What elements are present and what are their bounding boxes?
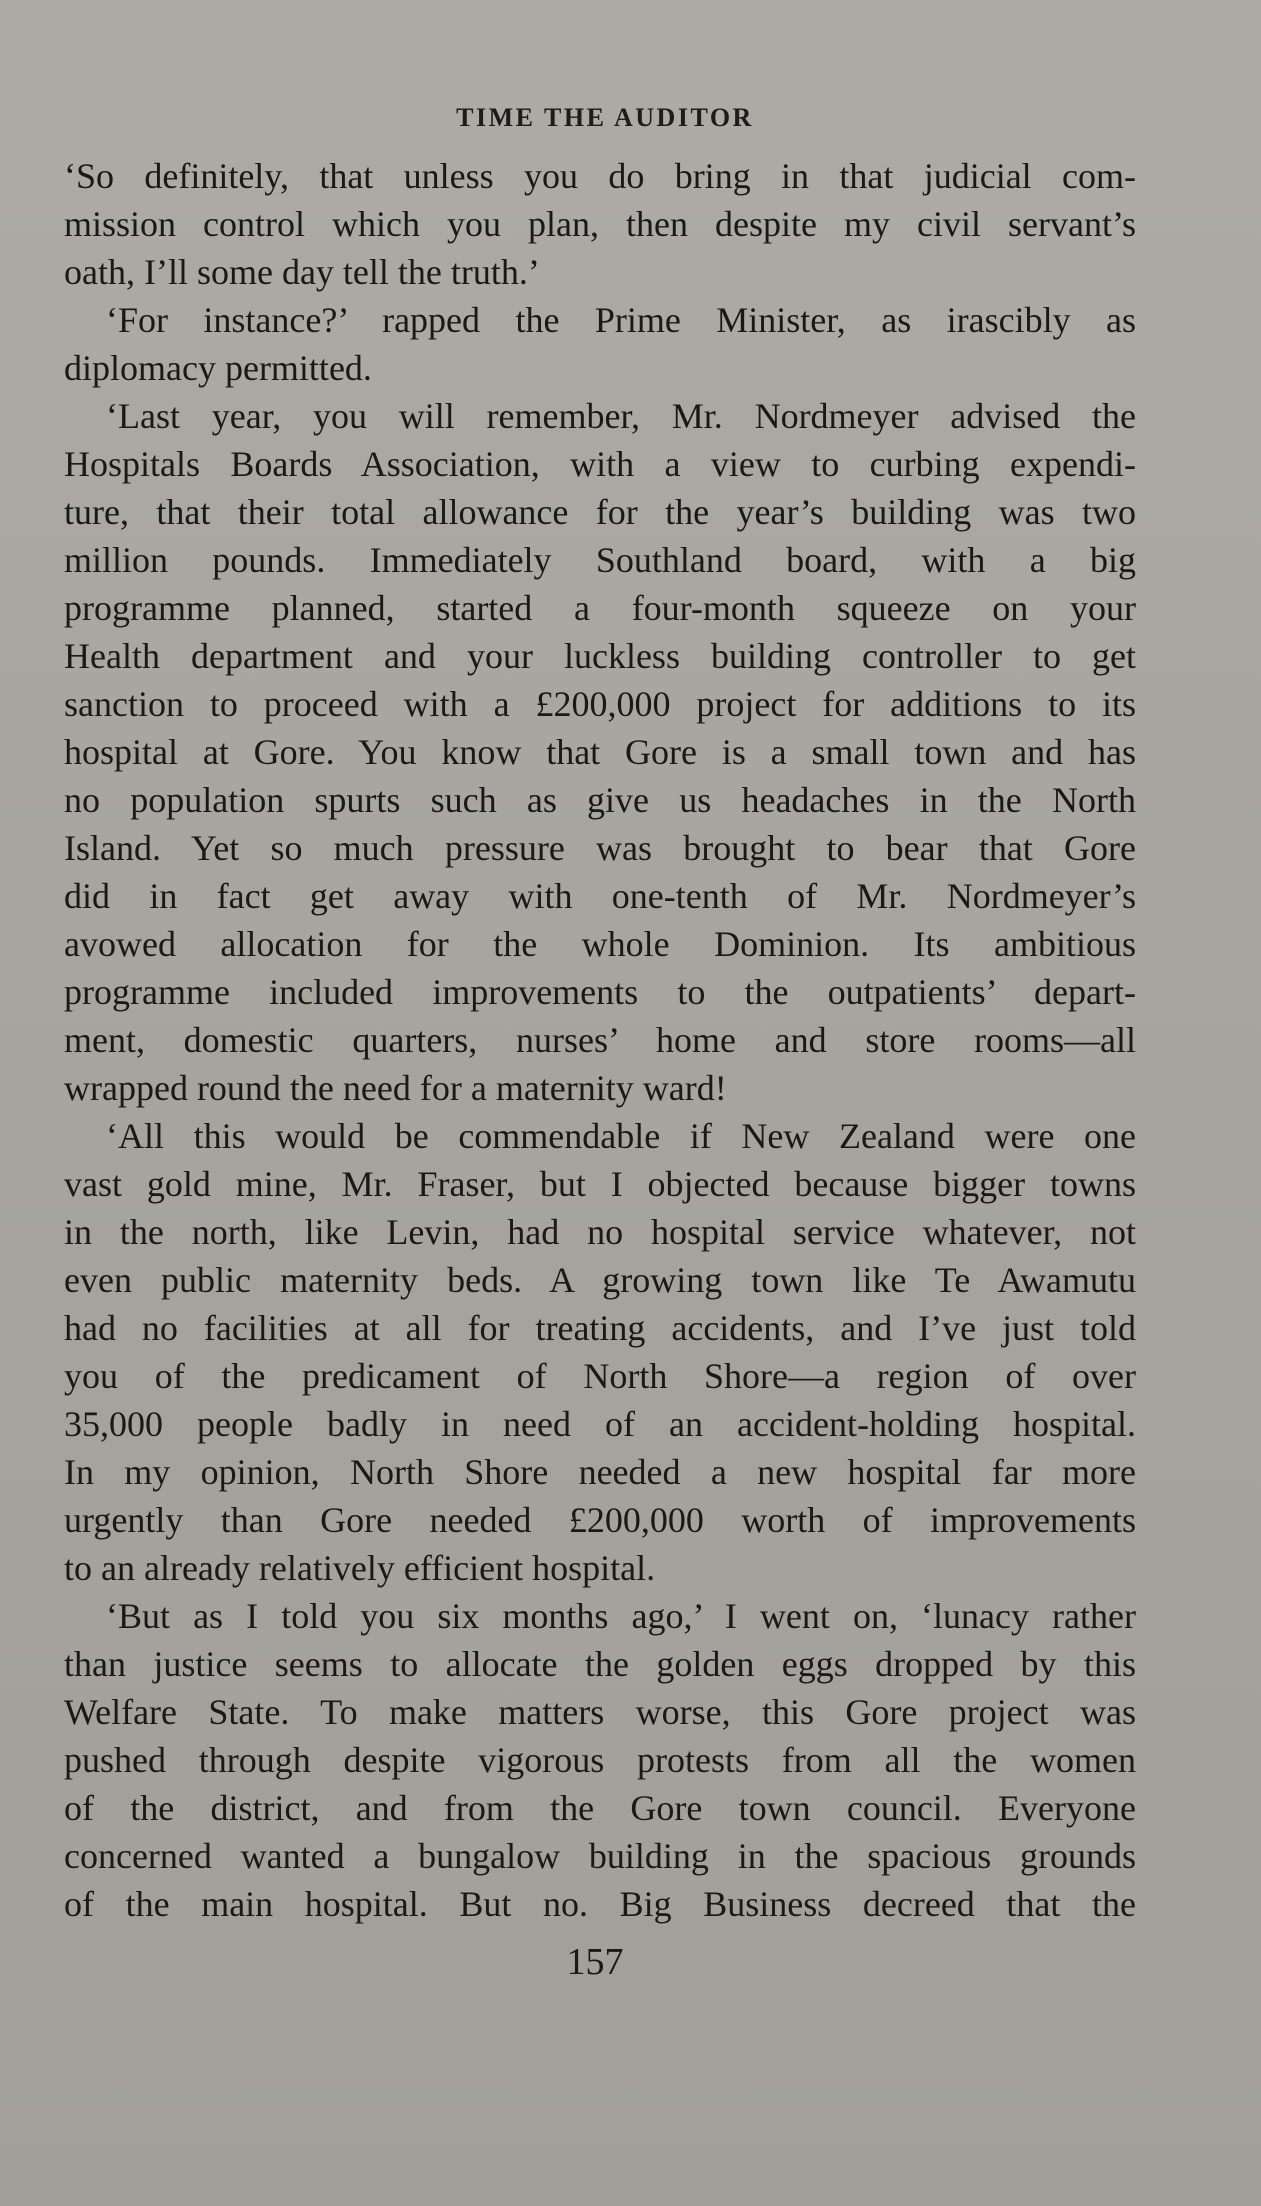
text-line: programme planned, started a four-month squeeze on your — [64, 588, 1136, 628]
body-text — [64, 152, 1136, 1928]
text-line: ment, domestic quarters, nurses’ home and store rooms—all — [64, 1020, 1136, 1060]
text-line: ture, that their total allowance for the year’s building was two — [64, 492, 1136, 532]
text-line: million pounds. Immediately Southland board, with a big — [64, 540, 1136, 580]
text-line: ‘But as I told you six months ago,’ I went on, ‘lunacy rather — [106, 1596, 1136, 1636]
text-line: Hospitals Boards Association, with a view to curbing expendi- — [64, 444, 1136, 484]
text-line: wrapped round the need for a maternity ward! — [64, 1068, 727, 1108]
text-line: ‘For instance?’ rapped the Prime Minister, as irascibly as — [106, 300, 1136, 340]
text-line: of the main hospital. But no. Big Business decreed that the — [64, 1884, 1136, 1924]
text-line: avowed allocation for the whole Dominion. Its ambitious — [64, 924, 1136, 964]
text-line: programme included improvements to the outpatients’ depart- — [64, 972, 1136, 1012]
text-line: you of the predicament of North Shore—a region of over — [64, 1356, 1136, 1396]
text-line: In my opinion, North Shore needed a new hospital far more — [64, 1452, 1136, 1492]
text-line: even public maternity beds. A growing town like Te Awamutu — [64, 1260, 1136, 1300]
text-line: pushed through despite vigorous protests from all the women — [64, 1740, 1136, 1780]
text-line: than justice seems to allocate the golden eggs dropped by this — [64, 1644, 1136, 1684]
text-line: sanction to proceed with a £200,000 project for additions to its — [64, 684, 1136, 724]
running-head: TIME THE AUDITOR — [456, 103, 754, 132]
text-line: Welfare State. To make matters worse, this Gore project was — [64, 1692, 1136, 1732]
text-line: Health department and your luckless building controller to get — [64, 636, 1136, 676]
text-line: in the north, like Levin, had no hospital service whatever, not — [64, 1212, 1136, 1252]
text-line: had no facilities at all for treating accidents, and I’ve just told — [64, 1308, 1136, 1348]
text-line: ‘All this would be commendable if New Zealand were one — [106, 1116, 1136, 1156]
text-line: urgently than Gore needed £200,000 worth of improvements — [64, 1500, 1136, 1540]
text-line: no population spurts such as give us headaches in the North — [64, 780, 1136, 820]
text-line: hospital at Gore. You know that Gore is a small town and has — [64, 732, 1136, 772]
text-line: ‘Last year, you will remember, Mr. Nordmeyer advised the — [106, 396, 1136, 436]
text-line: 35,000 people badly in need of an accident-holding hospital. — [64, 1404, 1136, 1444]
text-line: ‘So definitely, that unless you do bring in that judicial com- — [64, 156, 1136, 196]
text-line: vast gold mine, Mr. Fraser, but I objected because bigger towns — [64, 1164, 1136, 1204]
text-line: did in fact get away with one-tenth of Mr. Nordmeyer’s — [64, 876, 1136, 916]
text-line: of the district, and from the Gore town council. Everyone — [64, 1788, 1136, 1828]
text-line: oath, I’ll some day tell the truth.’ — [64, 252, 540, 292]
page-number: 157 — [566, 1941, 624, 1983]
text-line: concerned wanted a bungalow building in the spacious grounds — [64, 1836, 1136, 1876]
text-line: diplomacy permitted. — [64, 348, 372, 388]
text-line: Island. Yet so much pressure was brought to bear that Gore — [64, 828, 1136, 868]
text-line: mission control which you plan, then despite my civil servant’s — [64, 204, 1136, 244]
text-line: to an already relatively efficient hospital. — [64, 1548, 656, 1588]
